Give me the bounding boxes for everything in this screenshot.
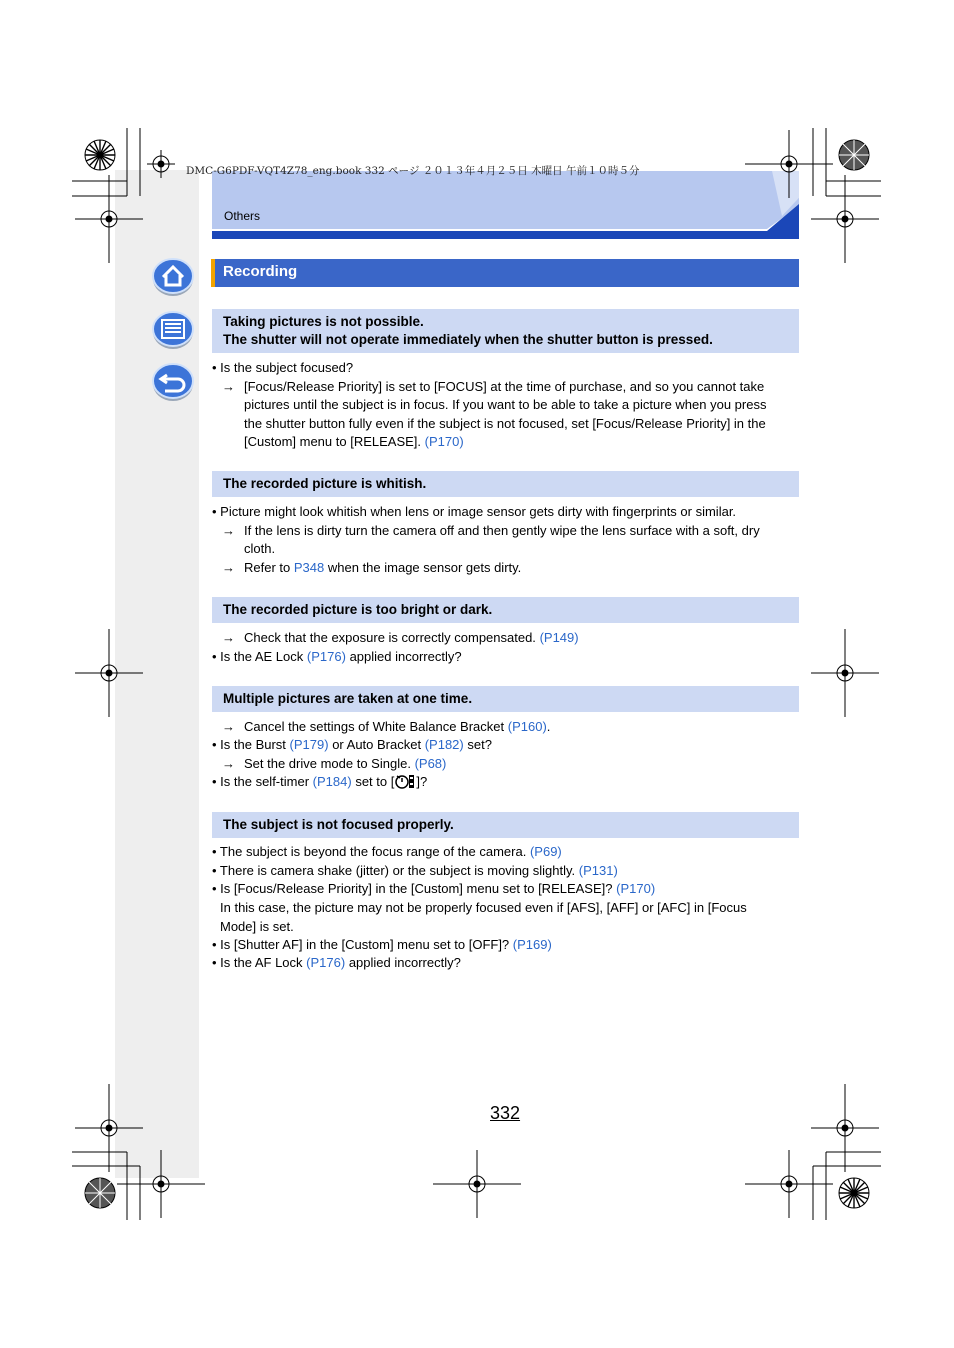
answer-line: If the lens is dirty turn the camera off and then gently wipe the lens surface with a soft, dry <box>244 523 760 538</box>
bullet-focus-release <box>212 880 655 898</box>
arrow-glyph: → <box>222 756 235 771</box>
arrow-glyph: → <box>222 523 235 538</box>
answer-line: the shutter button fully even if the subject is not focused, set [Focus/Release Priority] in the <box>244 416 766 431</box>
answer-text: . <box>546 719 551 734</box>
answer-text: when the image sensor gets dirty. <box>327 560 522 575</box>
answer-line <box>244 433 464 451</box>
answer-line <box>244 718 550 736</box>
home-button[interactable] <box>151 257 195 297</box>
bullet-af-lock <box>212 954 461 972</box>
bullet-text: • The subject is beyond the focus range of the camera. <box>212 844 527 859</box>
bullet-text: or Auto Bracket <box>332 737 422 752</box>
home-icon <box>151 257 195 297</box>
arrow-glyph: → <box>222 630 235 645</box>
section-header <box>211 259 799 287</box>
bullet-text: applied incorrectly? <box>349 649 462 664</box>
question-heading-bright-dark: The recorded picture is too bright or dark. <box>212 597 799 623</box>
bullet-text: • Is [Focus/Release Priority] in the [Custom] menu set to [RELEASE]? <box>212 881 613 896</box>
bullet-whitish: • Picture might look whitish when lens or image sensor gets dirty with fingerprints or similar. <box>212 504 737 519</box>
back-button[interactable] <box>151 362 195 402</box>
question-heading-whitish: The recorded picture is whitish. <box>212 471 799 497</box>
arrow-glyph: → <box>222 719 235 734</box>
bullet-text: ]? <box>416 774 428 789</box>
answer-line: [Focus/Release Priority] is set to [FOCUS] at the time of purchase, and so you cannot take <box>244 379 765 394</box>
answer-text: [Custom] menu to [RELEASE]. <box>244 434 422 449</box>
page-link-p170[interactable]: (P170) <box>616 881 656 896</box>
header-band <box>212 171 799 239</box>
page-link-p160[interactable]: (P160) <box>507 719 547 734</box>
page-link-p131[interactable]: (P131) <box>578 863 618 878</box>
return-icon <box>151 362 195 402</box>
continuation-line: In this case, the picture may not be properly focused even if [AFS], [AFF] or [AFC] in [Focus <box>220 900 747 915</box>
page-link-p170[interactable]: (P170) <box>424 434 464 449</box>
answer-text: Check that the exposure is correctly compensated. <box>244 630 536 645</box>
menu-button[interactable] <box>151 310 195 350</box>
page-link-p68[interactable]: (P68) <box>414 756 447 771</box>
menu-list-icon <box>151 310 195 350</box>
page-link-p69[interactable]: (P69) <box>529 844 562 859</box>
print-info-line: DMC-G6PDF-VQT4Z78_eng.book 332 ページ ２０１３年４月２５日 木曜日 午前１０時５分 <box>186 165 640 177</box>
bullet-ae-lock <box>212 648 462 666</box>
self-timer-10s-icon <box>394 773 416 789</box>
answer-line <box>244 629 579 647</box>
answer-text: Set the drive mode to Single. <box>244 756 411 771</box>
bullet-camera-shake <box>212 862 618 880</box>
question-heading-not-focused: The subject is not focused properly. <box>212 812 799 838</box>
bullet-text: set to [ <box>355 774 395 789</box>
bullet-shutter-af <box>212 936 552 954</box>
bullet-text: • Is the Burst <box>212 737 286 752</box>
bullet-text: applied incorrectly? <box>348 955 461 970</box>
arrow-glyph: → <box>222 379 235 394</box>
bullet-subject-focused: • Is the subject focused? <box>212 360 354 375</box>
bullet-focus-range <box>212 843 562 861</box>
section-accent <box>211 259 215 287</box>
question-heading-multiple-pictures: Multiple pictures are taken at one time. <box>212 686 799 712</box>
question-heading-taking-pictures <box>212 309 799 353</box>
page-link-p176[interactable]: (P176) <box>306 649 346 664</box>
breadcrumb: Others <box>224 209 261 223</box>
page-link-p179[interactable]: (P179) <box>289 737 329 752</box>
page-link-p348[interactable]: P348 <box>293 560 325 575</box>
bullet-self-timer <box>212 773 427 791</box>
bullet-text: • There is camera shake (jitter) or the subject is moving slightly. <box>212 863 576 878</box>
answer-line: cloth. <box>244 541 276 556</box>
heading-line-2: The shutter will not operate immediately when the shutter button is pressed. <box>223 332 713 347</box>
bullet-text: set? <box>467 737 492 752</box>
page-number: 332 <box>490 1103 521 1123</box>
bullet-text: • Is the AE Lock <box>212 649 304 664</box>
page-link-p169[interactable]: (P169) <box>512 937 552 952</box>
page-link-p176[interactable]: (P176) <box>306 955 346 970</box>
answer-line <box>244 755 446 773</box>
bullet-text: • Is the AF Lock <box>212 955 303 970</box>
page-link-p182[interactable]: (P182) <box>424 737 464 752</box>
page-link-p184[interactable]: (P184) <box>312 774 352 789</box>
page-link-p149[interactable]: (P149) <box>539 630 579 645</box>
bullet-text: • Is [Shutter AF] in the [Custom] menu set to [OFF]? <box>212 937 510 952</box>
section-title: Recording <box>223 263 298 280</box>
heading-line-1: Taking pictures is not possible. <box>223 314 424 329</box>
answer-line: pictures until the subject is in focus. If you want to be able to take a picture when you press <box>244 397 767 412</box>
answer-text: Cancel the settings of White Balance Bracket <box>244 719 505 734</box>
continuation-line: Mode] is set. <box>220 919 294 934</box>
arrow-glyph: → <box>222 560 235 575</box>
answer-text: Refer to <box>244 560 291 575</box>
bullet-text: • Is the self-timer <box>212 774 310 789</box>
bullet-burst <box>212 736 492 754</box>
answer-line <box>244 559 521 577</box>
